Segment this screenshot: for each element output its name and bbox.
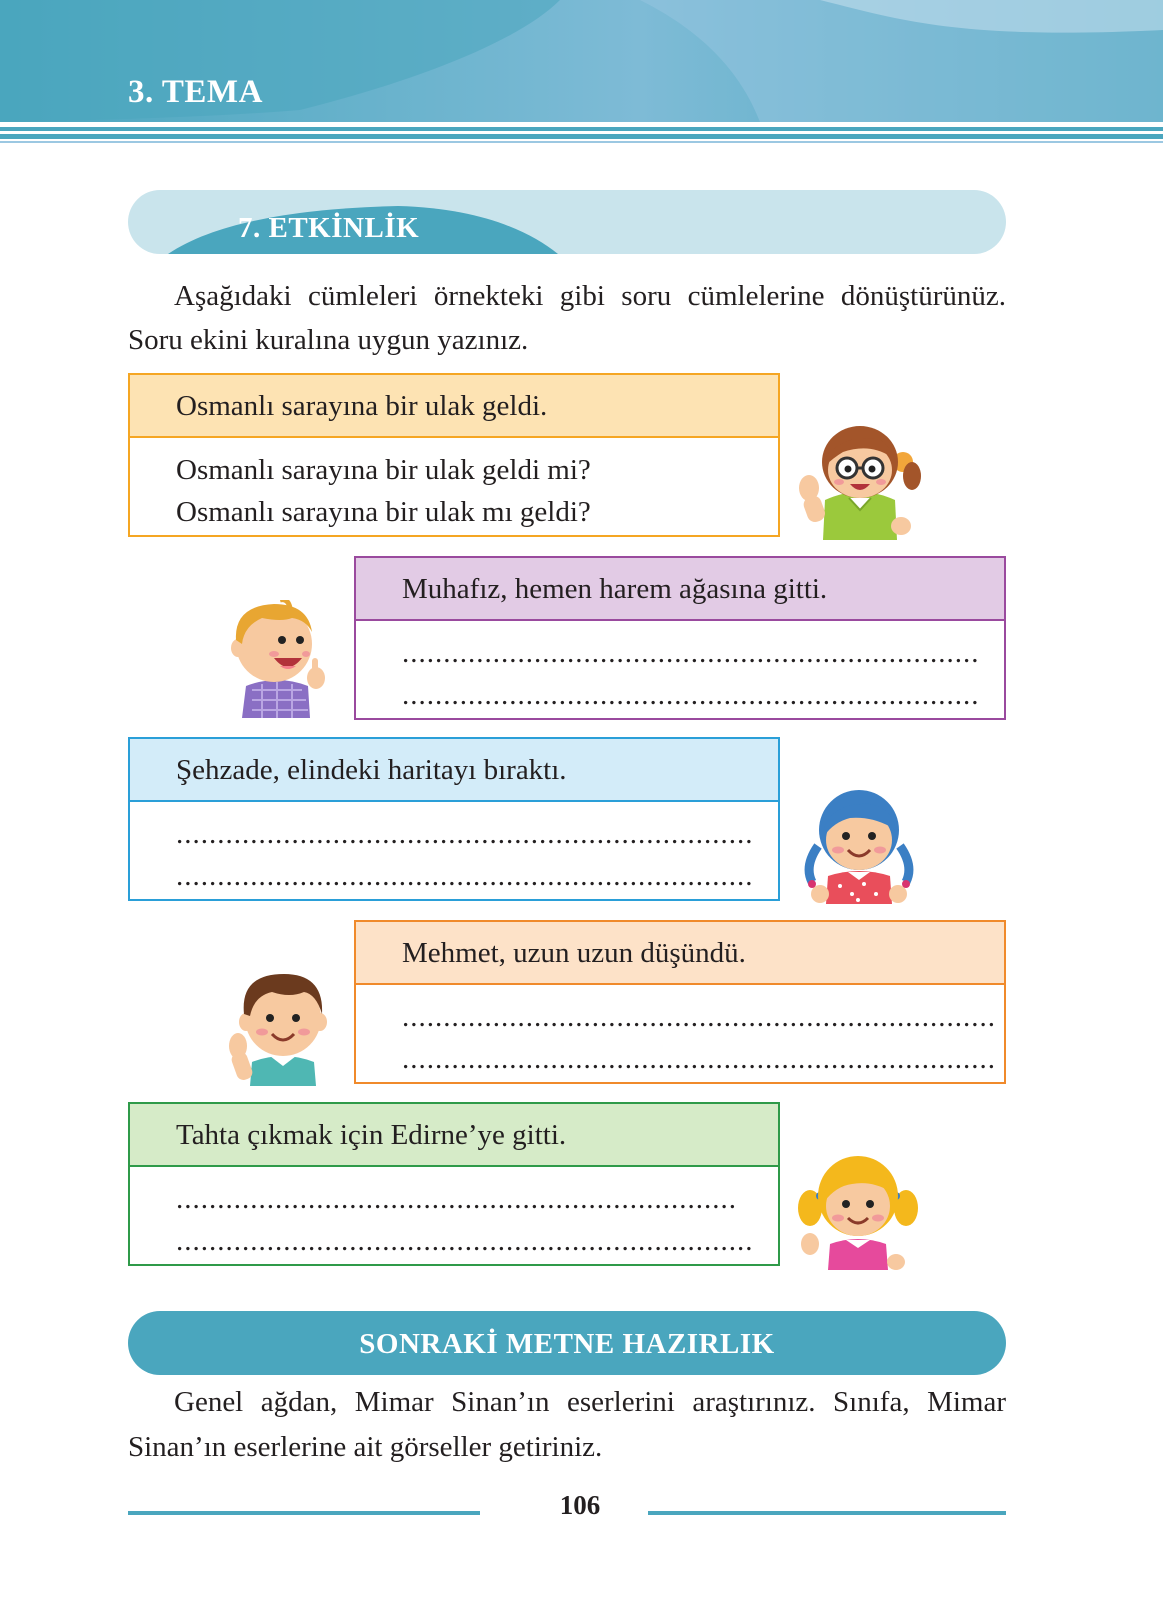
sentence-header bbox=[356, 558, 1004, 621]
answer-dotted-line[interactable]: ...................................................................... bbox=[176, 1225, 754, 1257]
blonde-girl-illustration bbox=[798, 1150, 918, 1270]
footer-line-right bbox=[648, 1511, 1006, 1515]
page-number: 106 bbox=[559, 1490, 601, 1520]
boy-waving-illustration bbox=[228, 966, 338, 1086]
preparation-title-bar bbox=[128, 1311, 1006, 1375]
answer-dotted-line[interactable]: .................................................................... bbox=[176, 1183, 737, 1215]
answer-dotted-line[interactable]: ...................................................................... bbox=[402, 637, 980, 669]
sentence-text: Mehmet, uzun uzun düşündü. bbox=[402, 937, 746, 969]
answer-line: Osmanlı sarayına bir ulak mı geldi? bbox=[176, 496, 591, 528]
sentence-box-5 bbox=[128, 1102, 780, 1266]
boy-pointing-illustration bbox=[222, 600, 340, 718]
sentence-text: Muhafız, hemen harem ağasına gitti. bbox=[402, 573, 828, 605]
footer-line-left bbox=[128, 1511, 480, 1515]
page-header bbox=[0, 0, 1163, 150]
sentence-header bbox=[130, 739, 778, 802]
sentence-box-2 bbox=[354, 556, 1006, 720]
answer-dotted-line[interactable]: ...................................................................... bbox=[176, 818, 754, 850]
example-sentence-box bbox=[128, 373, 780, 537]
answer-area bbox=[356, 985, 1004, 1080]
girl-with-glasses-illustration bbox=[795, 418, 925, 540]
sentence-header bbox=[130, 375, 778, 438]
theme-label: 3. TEMA bbox=[128, 74, 263, 110]
sentence-box-3 bbox=[128, 737, 780, 901]
answer-area bbox=[130, 1167, 778, 1262]
preparation-title: SONRAKİ METNE HAZIRLIK bbox=[359, 1328, 775, 1360]
answer-line: Osmanlı sarayına bir ulak geldi mi? bbox=[176, 454, 591, 486]
activity-title: 7. ETKİNLİK bbox=[238, 212, 420, 244]
answer-area bbox=[356, 621, 1004, 716]
answer-area bbox=[130, 438, 778, 533]
preparation-text: Genel ağdan, Mimar Sinan’ın eserlerini araştırınız. Sınıfa, Mimar Sinan’ın eserlerine ait görseller getiriniz. bbox=[128, 1386, 1006, 1463]
sentence-header bbox=[356, 922, 1004, 985]
answer-dotted-line[interactable]: ........................................................................ bbox=[402, 1001, 996, 1033]
answer-dotted-line[interactable]: ...................................................................... bbox=[402, 679, 980, 711]
girl-braids-illustration bbox=[800, 786, 918, 904]
answer-dotted-line[interactable]: ........................................................................ bbox=[402, 1043, 996, 1075]
activity-instruction: Aşağıdaki cümleleri örnekteki gibi soru cümlelerine dönüştürünüz. Soru ekini kuralına uygun yazınız. bbox=[128, 280, 1006, 356]
sentence-text: Şehzade, elindeki haritayı bıraktı. bbox=[176, 754, 567, 786]
sentence-text: Osmanlı sarayına bir ulak geldi. bbox=[176, 390, 548, 422]
activity-title-bar bbox=[128, 190, 1006, 254]
answer-dotted-line[interactable]: ...................................................................... bbox=[176, 860, 754, 892]
answer-area bbox=[130, 802, 778, 897]
sentence-box-4 bbox=[354, 920, 1006, 1084]
sentence-header bbox=[130, 1104, 778, 1167]
sentence-text: Tahta çıkmak için Edirne’ye gitti. bbox=[176, 1119, 567, 1151]
